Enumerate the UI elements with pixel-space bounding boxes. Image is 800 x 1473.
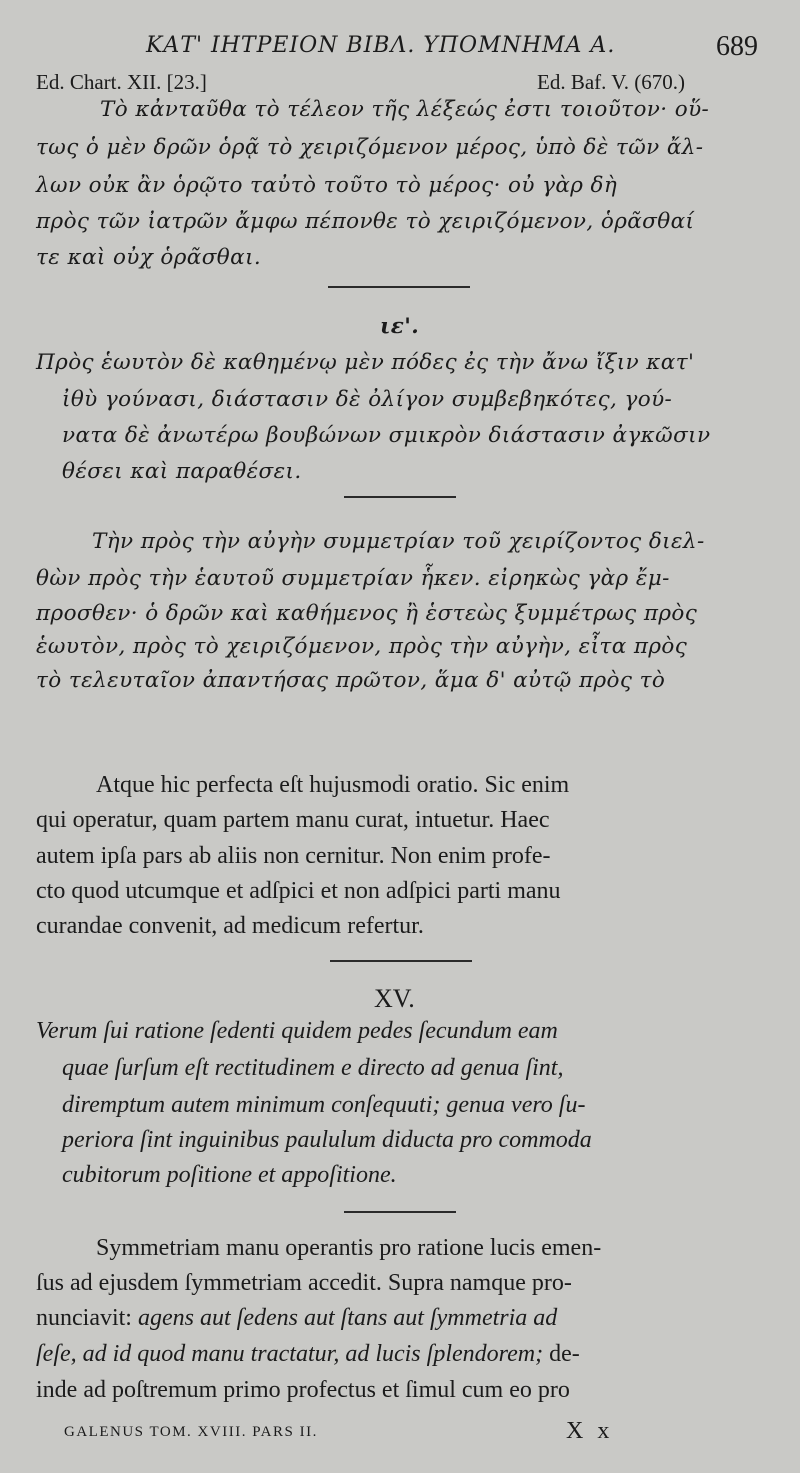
latin-line (36, 1377, 570, 1404)
latin-roman-text: inde ad poſtremum primo profectus et ſimul cum eo pro (36, 1377, 570, 1403)
latin-line (36, 1341, 580, 1368)
greek-line: τὸ τελευταῖον ἀπαντήσας πρῶτον, ἅμα δ' αὐτῷ πρὸς τὸ (36, 668, 666, 693)
latin-line: qui operatur, quam partem manu curat, intuetur. Haec (36, 807, 550, 833)
greek-section-number: ιε'. (380, 314, 420, 339)
latin-line: autem ipſa pars ab aliis non cernitur. Non enim profe- (36, 843, 551, 869)
greek-lemma-line: νατα δὲ ἀνωτέρω βουβώνων σμικρὸν διάστασιν ἀγκῶσιν (62, 423, 711, 448)
signature-mark: X x (566, 1418, 614, 1444)
latin-lemma-line: cubitorum poſitione et appoſitione. (62, 1162, 397, 1188)
greek-line: προσθεν· ὁ δρῶν καὶ καθήμενος ἢ ἑστεὼς ξυμμέτρως πρὸς (36, 601, 698, 626)
latin-lemma-line: diremptum autem minimum conſequuti; genua vero ſu- (62, 1092, 586, 1118)
section-divider (344, 1211, 456, 1213)
latin-lemma-line: Verum ſui ratione ſedenti quidem pedes ſecundum eam (36, 1018, 558, 1044)
latin-lemma-line: periora ſint inguinibus paululum diducta pro commoda (62, 1127, 592, 1153)
greek-lemma-line: θέσει καὶ παραθέσει. (62, 459, 302, 484)
greek-line: Τὴν πρὸς τὴν αὐγὴν συμμετρίαν τοῦ χειρίζοντος διελ- (92, 529, 705, 554)
greek-line: θὼν πρὸς τὴν ἑαυτοῦ συμμετρίαν ἧκεν. εἰρηκὼς γὰρ ἔμ- (36, 566, 670, 591)
latin-roman-text: ſus ad ejusdem ſymmetriam accedit. Supra namque pro- (36, 1270, 572, 1296)
edition-chartier-mark: Ed. Chart. XII. [23.] (36, 70, 207, 94)
greek-line: πρὸς τῶν ἰατρῶν ἄμφω πέπονθε τὸ χειριζόμενον, ὁρᾶσθαί (36, 209, 695, 234)
latin-roman-text: nunciavit: (36, 1305, 138, 1331)
latin-line: Atque hic perfecta eſt hujusmodi oratio. Sic enim (96, 772, 570, 798)
section-divider (328, 286, 470, 288)
greek-line: τε καὶ οὐχ ὁρᾶσθαι. (36, 245, 262, 270)
greek-line: τως ὁ μὲν δρῶν ὁρᾷ τὸ χειριζόμενον μέρος, ὑπὸ δὲ τῶν ἄλ- (36, 135, 704, 160)
footer-volume: GALENUS TOM. XVIII. PARS II. (64, 1424, 318, 1440)
section-divider (330, 960, 472, 962)
latin-italic-quote: agens aut ſedens aut ſtans aut ſymmetria ad (137, 1305, 558, 1331)
latin-roman-text: Symmetriam manu operantis pro ratione lucis emen- (96, 1235, 602, 1261)
latin-line (36, 1270, 572, 1297)
section-divider (344, 496, 456, 498)
latin-line: curandae convenit, ad medicum refertur. (36, 913, 424, 939)
greek-line: Τὸ κἀνταῦθα τὸ τέλεον τῆς λέξεώς ἐστι τοιοῦτον· οὕ- (100, 97, 710, 122)
greek-lemma-line: ἰθὺ γούνασι, διάστασιν δὲ ὀλίγον συμβεβηκότες, γού- (62, 387, 673, 412)
greek-line: ἑωυτὸν, πρὸς τὸ χειριζόμενον, πρὸς τὴν αὐγὴν, εἶτα πρὸς (36, 634, 688, 659)
greek-line: λων οὐκ ἂν ὁρῷτο ταὐτὸ τοῦτο τὸ μέρος· οὐ γὰρ δὴ (36, 173, 618, 198)
running-title: ΚΑΤ' ΙΗΤΡΕΙΟΝ ΒΙΒΛ. ΥΠΟΜΝΗΜΑ Α. (146, 33, 616, 58)
latin-lemma-line: quae ſurſum eſt rectitudinem e directo ad genua ſint, (62, 1055, 564, 1081)
latin-section-number: XV. (374, 984, 415, 1013)
page-number: 689 (716, 31, 758, 62)
edition-basel-mark: Ed. Baf. V. (670.) (537, 70, 685, 94)
latin-line (96, 1235, 601, 1262)
latin-line: cto quod utcumque et adſpici et non adſpici parti manu (36, 878, 561, 904)
latin-line (36, 1305, 557, 1332)
latin-italic-quote: ſeſe, ad id quod manu tractatur, ad lucis ſplendorem; (36, 1341, 544, 1367)
latin-roman-text: de- (543, 1341, 580, 1367)
greek-lemma-line: Πρὸς ἑωυτὸν δὲ καθημένῳ μὲν πόδες ἐς τὴν ἄνω ἴξιν κατ' (36, 350, 695, 375)
